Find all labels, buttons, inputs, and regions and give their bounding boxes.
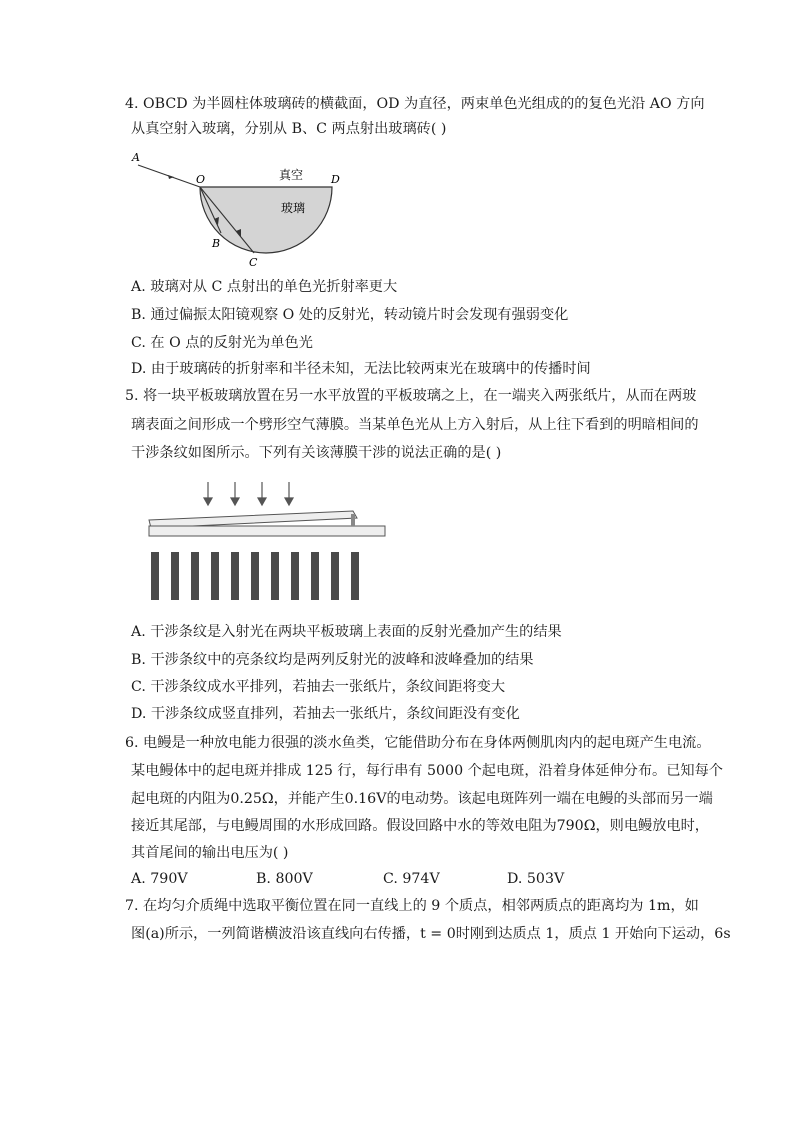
q7-line-2: 图(a)所示，一列简谐横波沿该直线向右传播，t = 0时刚到达质点 1，质点 1 开始向下运动，6s (131, 926, 731, 942)
q4-option-b: B. 通过偏振太阳镜观察 O 处的反射光，转动镜片时会发现有强弱变化 (131, 307, 569, 323)
q4-option-c: C. 在 O 点的反射光为单色光 (131, 335, 313, 351)
q5-line-2: 璃表面之间形成一个劈形空气薄膜。当某单色光从上方入射后，从上往下看到的明暗相间的 (131, 417, 699, 433)
q6-line-2: 某电鳗体中的起电斑并排成 125 行，每行串有 5000 个起电斑，沿着身体延伸分布。已知每个 (131, 763, 723, 779)
incident-arrows (204, 482, 293, 505)
q5-line-1: 5. 将一块平板玻璃放置在另一水平放置的平板玻璃之上，在一端夹入两张纸片，从而在两玻 (125, 388, 697, 404)
label-B: B (212, 237, 221, 250)
label-A: A (132, 151, 140, 164)
q4-figure-semicircle-glass (128, 145, 358, 270)
q5-figure-wedge-film (145, 478, 390, 606)
top-glass-plate (149, 511, 357, 528)
label-glass: 玻璃 (281, 201, 306, 215)
label-D: D (331, 173, 340, 186)
label-C: C (249, 256, 258, 269)
incident-arrow (168, 175, 174, 179)
q6-choice-d: D. 503V (507, 871, 565, 887)
q5-option-d: D. 干涉条纹成竖直排列，若抽去一张纸片，条纹间距没有变化 (131, 706, 520, 722)
q6-line-5: 其首尾间的输出电压为( ) (131, 845, 289, 861)
q6-choice-a: A. 790V (131, 871, 188, 887)
q5-option-b: B. 干涉条纹中的亮条纹均是两列反射光的波峰和波峰叠加的结果 (131, 652, 534, 668)
label-O: O (196, 173, 206, 186)
paper-slips (351, 514, 355, 526)
q6-line-3: 起电斑的内阻为0.25Ω，并能产生0.16V的电动势。该起电斑阵列一端在电鳗的头部而另一端 (131, 791, 713, 807)
q7-line-1: 7. 在均匀介质绳中选取平衡位置在同一直线上的 9 个质点，相邻两质点的距离均为 1m，如 (125, 898, 699, 914)
q6-choice-c: C. 974V (383, 871, 440, 887)
label-vacuum: 真空 (279, 168, 304, 182)
q4-option-a: A. 玻璃对从 C 点射出的单色光折射率更大 (131, 279, 398, 295)
q6-line-1: 6. 电鳗是一种放电能力很强的淡水鱼类，它能借助分布在身体两侧肌肉内的起电斑产生电流。 (125, 735, 711, 751)
q6-choice-b: B. 800V (256, 871, 313, 887)
bottom-glass-plate (149, 526, 385, 536)
q4-line-2: 从真空射入玻璃，分别从 B、C 两点射出玻璃砖( ) (131, 121, 447, 137)
q4-option-d: D. 由于玻璃砖的折射率和半径未知，无法比较两束光在玻璃中的传播时间 (131, 361, 591, 377)
q5-line-3: 干涉条纹如图所示。下列有关该薄膜干涉的说法正确的是( ) (131, 445, 502, 461)
interference-fringes (151, 552, 359, 600)
q4-line-1: 4. OBCD 为半圆柱体玻璃砖的横截面，OD 为直径，两束单色光组成的的复色光沿 AO 方向 (125, 96, 705, 112)
q5-option-c: C. 干涉条纹成水平排列，若抽去一张纸片，条纹间距将变大 (131, 679, 506, 695)
q6-line-4: 接近其尾部，与电鳗周围的水形成回路。假设回路中水的等效电阻为790Ω，则电鳗放电时， (131, 818, 709, 834)
q5-option-a: A. 干涉条纹是入射光在两块平板玻璃上表面的反射光叠加产生的结果 (131, 624, 562, 640)
